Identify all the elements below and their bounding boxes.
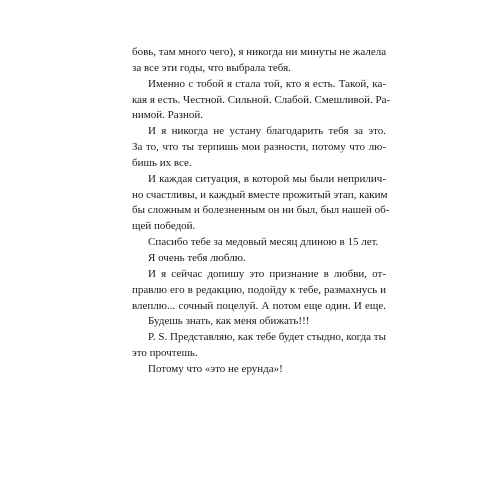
text-line: бовь, там много чего), я никогда ни минуты не жалела (132, 46, 387, 58)
body-text (132, 45, 391, 378)
text-line: кая я есть. Честной. Сильной. Слабой. Смешливой. Ра- (132, 93, 391, 106)
text-line: но счастливы, и каждый вместе прожитый этап, каким (132, 188, 388, 201)
paragraph-start-line: И я никогда не устану благодарить тебя за это. (148, 125, 386, 138)
text-line: это прочтешь. (132, 347, 198, 360)
text-line: за все эти годы, что выбрала тебя. (132, 61, 291, 74)
text-line: бишь их все. (132, 156, 192, 169)
paragraph-start-line: P. S. Представляю, как тебе будет стыдно, когда ты (148, 331, 387, 344)
paragraph-start-line: Именно с тобой я стала той, кто я есть. Такой, ка- (148, 77, 386, 90)
paragraph-start-line: Будешь знать, как меня обижать!!! (148, 315, 310, 328)
paragraph-start-line: Спасибо тебе за медовый месяц длиною в 15 лет. (148, 236, 379, 249)
text-line: За то, что ты терпишь мои разности, потому что лю- (132, 141, 386, 154)
text-line: нимой. Разной. (132, 109, 203, 122)
text-line: щей победой. (132, 220, 196, 233)
text-line: бы сложным и болезненным он ни был, был нашей об- (132, 204, 390, 217)
text-line: правлю его в редакцию, подойду к тебе, размахнусь и (132, 283, 386, 296)
paragraph-start-line: Я очень тебя люблю. (148, 251, 246, 264)
text-line: влеплю... сочный поцелуй. А потом еще один. И еще. (132, 299, 386, 312)
paragraph-start-line: Потому что «это не ерунда»! (148, 362, 283, 375)
paragraph-start-line: И я сейчас допишу это признание в любви, от- (148, 267, 386, 280)
paragraph-start-line: И каждая ситуация, в которой мы были неприлич- (148, 172, 386, 185)
